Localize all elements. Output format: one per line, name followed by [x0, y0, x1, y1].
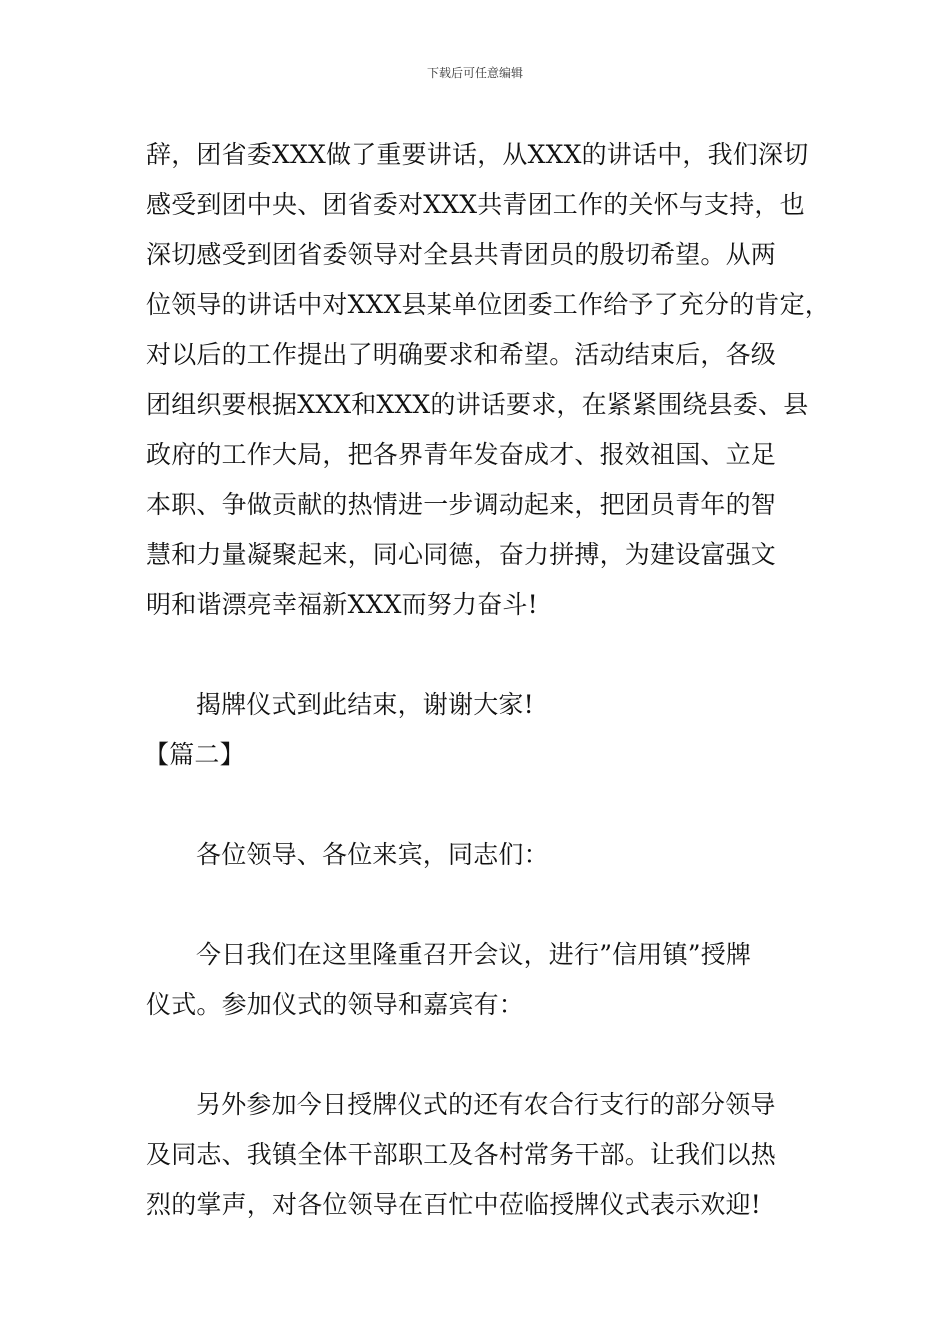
paragraph-3 [146, 1080, 836, 1230]
paragraph-line: 烈的掌声，对各位领导在百忙中莅临授牌仪式表示欢迎! [146, 1190, 762, 1219]
paragraph-spacer [146, 630, 836, 680]
greeting-line: 各位领导、各位来宾，同志们： [196, 840, 549, 869]
section-heading: 【篇二】 [144, 740, 245, 769]
paragraph-spacer [146, 1030, 836, 1080]
paragraph-line: 位领导的讲话中对XXX县某单位团委工作给予了充分的肯定， [146, 290, 830, 319]
paragraph-1 [146, 130, 836, 630]
paragraph-line: 政府的工作大局，把各界青年发奋成才、报效祖国、立足 [146, 440, 777, 469]
paragraph-line: 明和谐漂亮幸福新XXX而努力奋斗! [146, 590, 538, 619]
paragraph-spacer [146, 880, 836, 930]
paragraph-line: 对以后的工作提出了明确要求和希望。活动结束后，各级 [146, 340, 777, 369]
paragraph-line: 辞，团省委XXX做了重要讲话，从XXX的讲话中，我们深切 [146, 140, 809, 169]
paragraph-line: 深切感受到团省委领导对全县共青团员的殷切希望。从两 [146, 240, 777, 269]
paragraph-line: 本职、争做贡献的热情进一步调动起来，把团员青年的智 [146, 490, 777, 519]
paragraph-line: 仪式。参加仪式的领导和嘉宾有： [146, 990, 525, 1019]
paragraph-line: 另外参加今日授牌仪式的还有农合行支行的部分领导 [196, 1090, 776, 1119]
paragraph-line: 团组织要根据XXX和XXX的讲话要求，在紧紧围绕县委、县 [146, 390, 809, 419]
page-header: 下载后可任意编辑 [426, 66, 523, 80]
paragraph-spacer [146, 780, 836, 830]
closing-line: 揭牌仪式到此结束，谢谢大家! [196, 690, 534, 719]
paragraph-line: 感受到团中央、团省委对XXX共青团工作的关怀与支持，也 [146, 190, 805, 219]
paragraph-line: 慧和力量凝聚起来，同心同德，奋力拼搏，为建设富强文 [146, 540, 777, 569]
paragraph-line: 今日我们在这里隆重召开会议，进行”信用镇”授牌 [196, 940, 752, 969]
paragraph-line: 及同志、我镇全体干部职工及各村常务干部。让我们以热 [146, 1140, 777, 1169]
paragraph-2 [146, 930, 836, 1030]
document-body [146, 130, 836, 1230]
